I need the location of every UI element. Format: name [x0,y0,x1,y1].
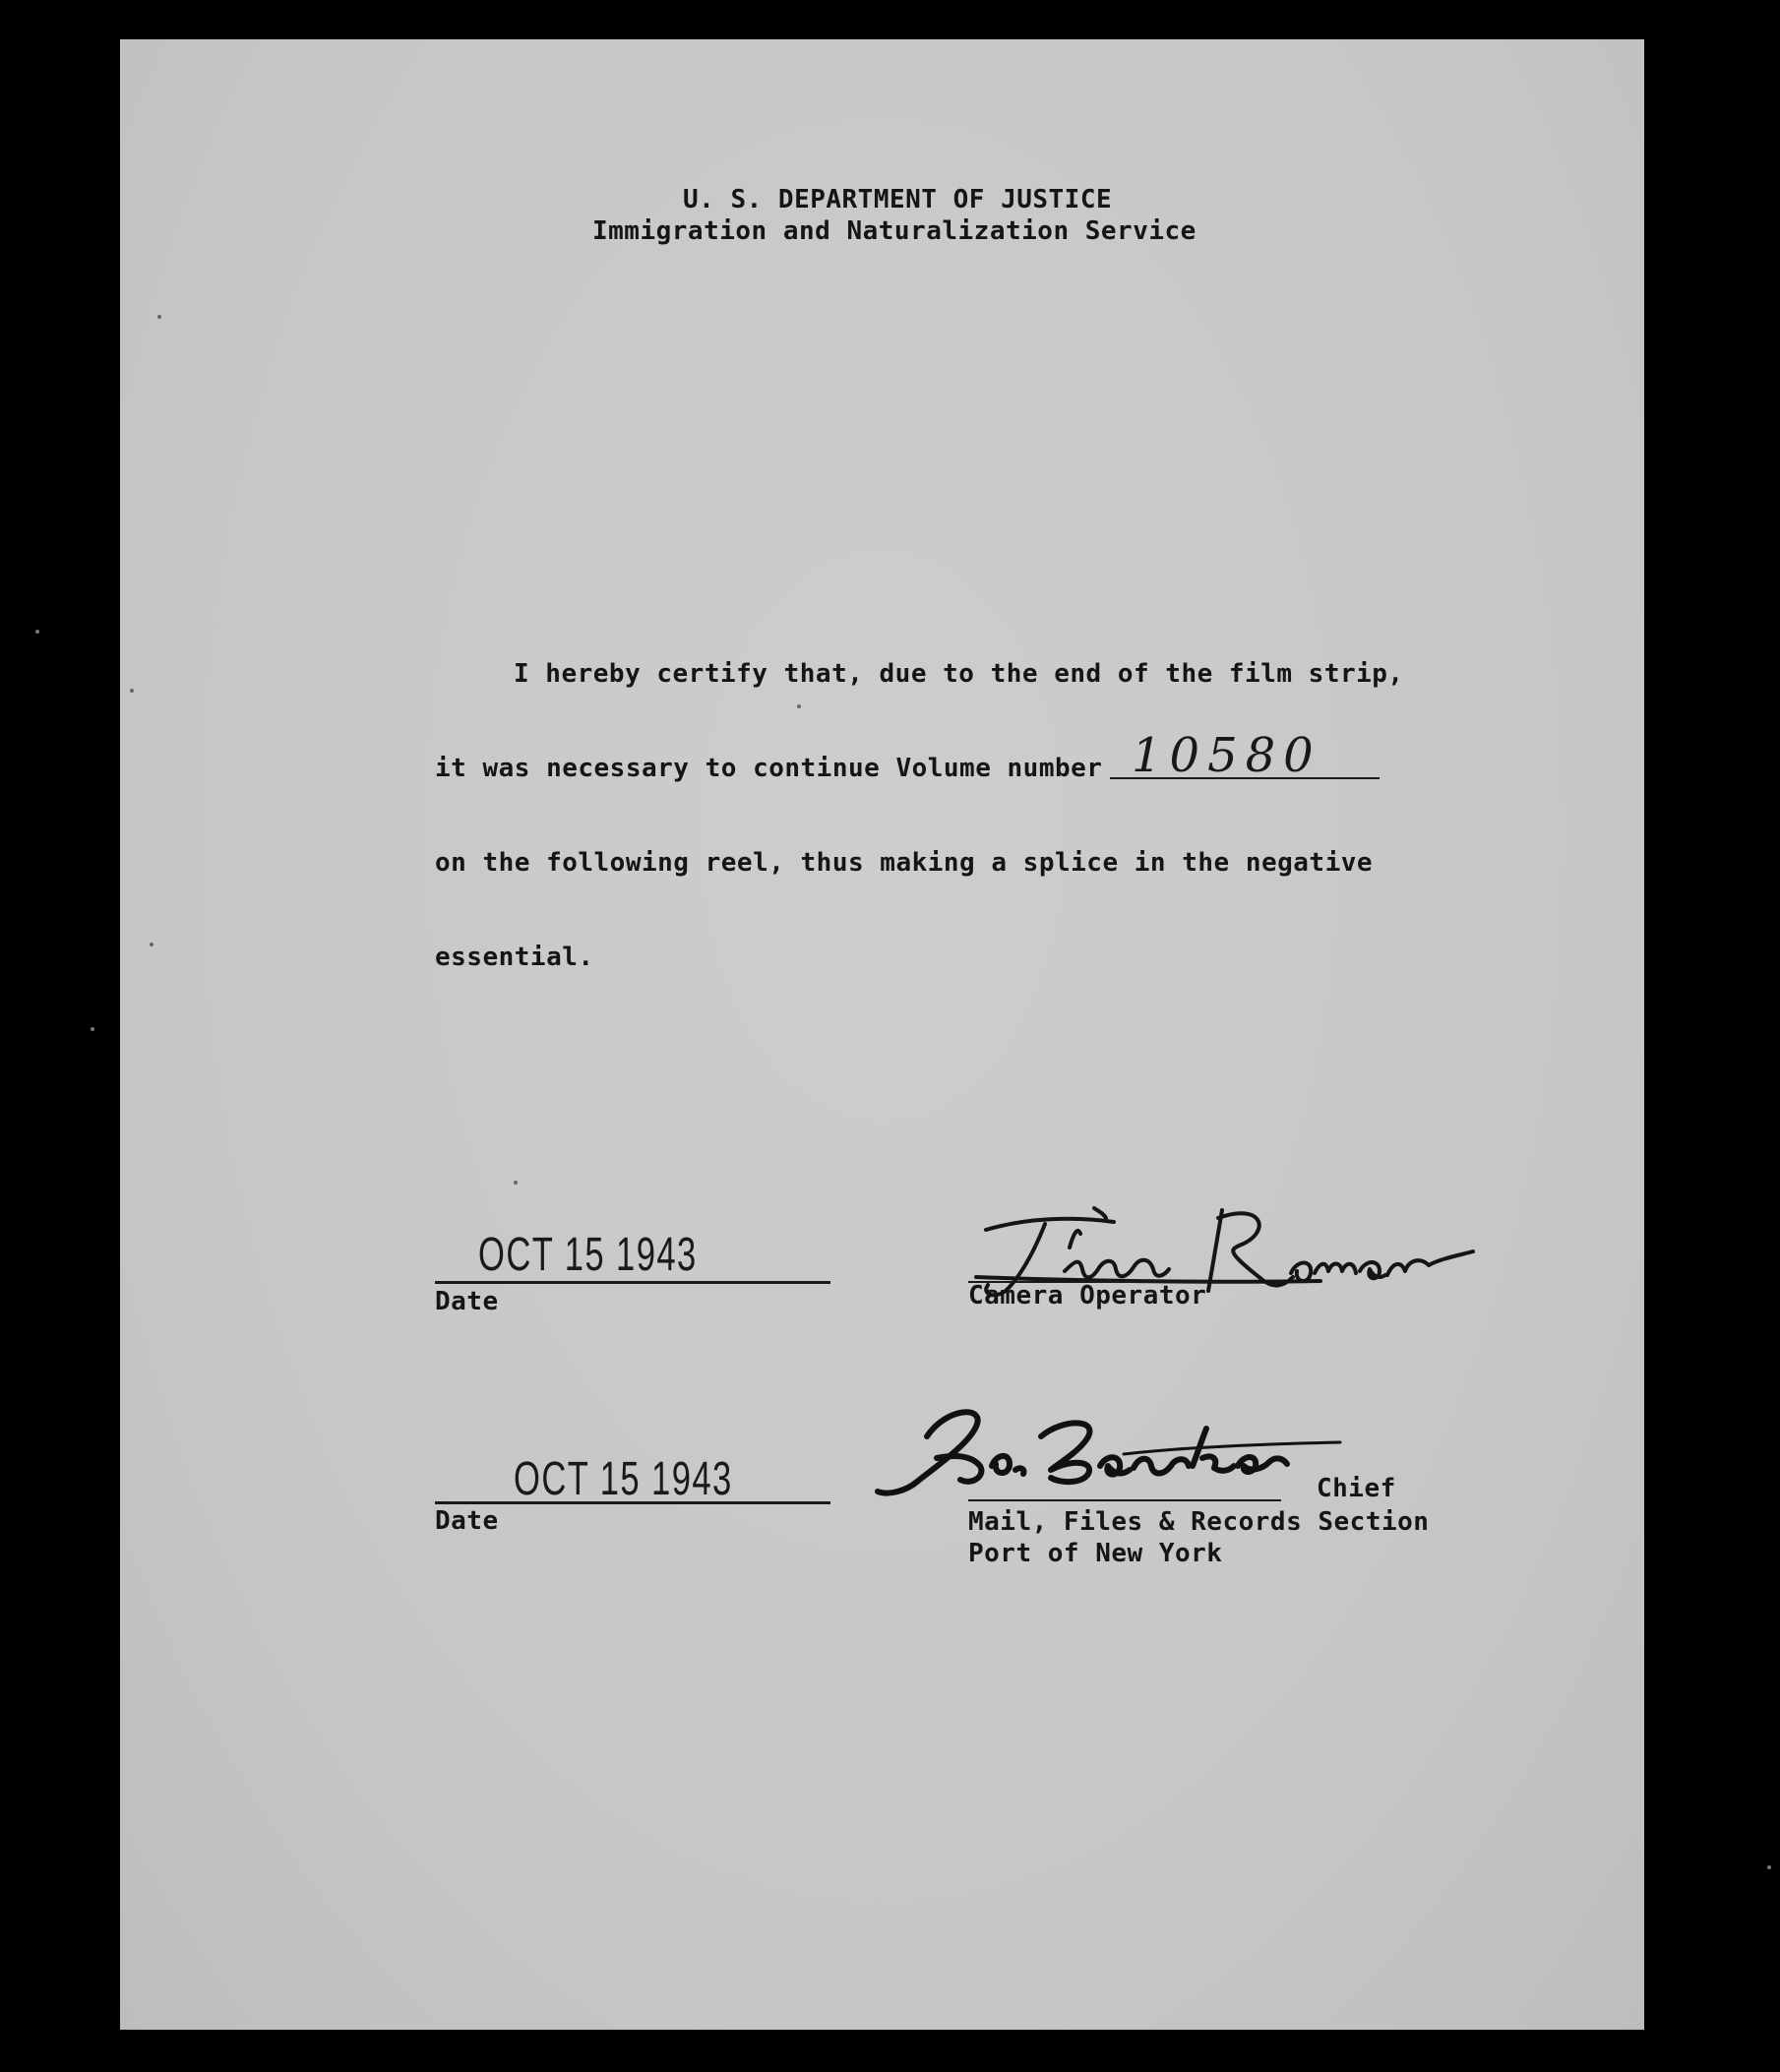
chief-signature [878,1397,1370,1505]
body-line-4: essential. [435,943,594,972]
date-stamp-2: OCT 15 1943 [514,1453,733,1505]
location-label: Port of New York [968,1539,1223,1568]
date-line-2 [435,1501,830,1504]
department-label: Mail, Files & Records Section [968,1507,1430,1537]
paper-speck [150,943,153,946]
background-speck [1767,1865,1771,1869]
paper-speck [514,1181,518,1185]
body-line-2: it was necessary to continue Volume number [435,754,1103,783]
header-service: Immigration and Naturalization Service [592,216,1197,246]
background-speck [91,1027,94,1031]
date-stamp-1: OCT 15 1943 [478,1229,698,1281]
signature-line-2 [968,1499,1281,1501]
paper-speck [797,704,801,708]
chief-label: Chief [1317,1474,1396,1503]
paper-speck [130,689,134,693]
date-label-1: Date [435,1287,499,1316]
date-line-1 [435,1281,830,1284]
paper-speck [157,315,161,319]
date-label-2: Date [435,1506,499,1536]
volume-number-handwritten: 10580 [1132,728,1321,783]
header-department: U. S. DEPARTMENT OF JUSTICE [683,185,1113,214]
document-page [120,39,1644,2030]
volume-number-underline [1110,777,1380,779]
body-line-3: on the following reel, thus making a splice in the negative [435,848,1374,878]
body-line-1: I hereby certify that, due to the end of the film strip, [514,659,1404,689]
camera-operator-label: Camera Operator [968,1281,1207,1310]
background-speck [35,630,39,634]
